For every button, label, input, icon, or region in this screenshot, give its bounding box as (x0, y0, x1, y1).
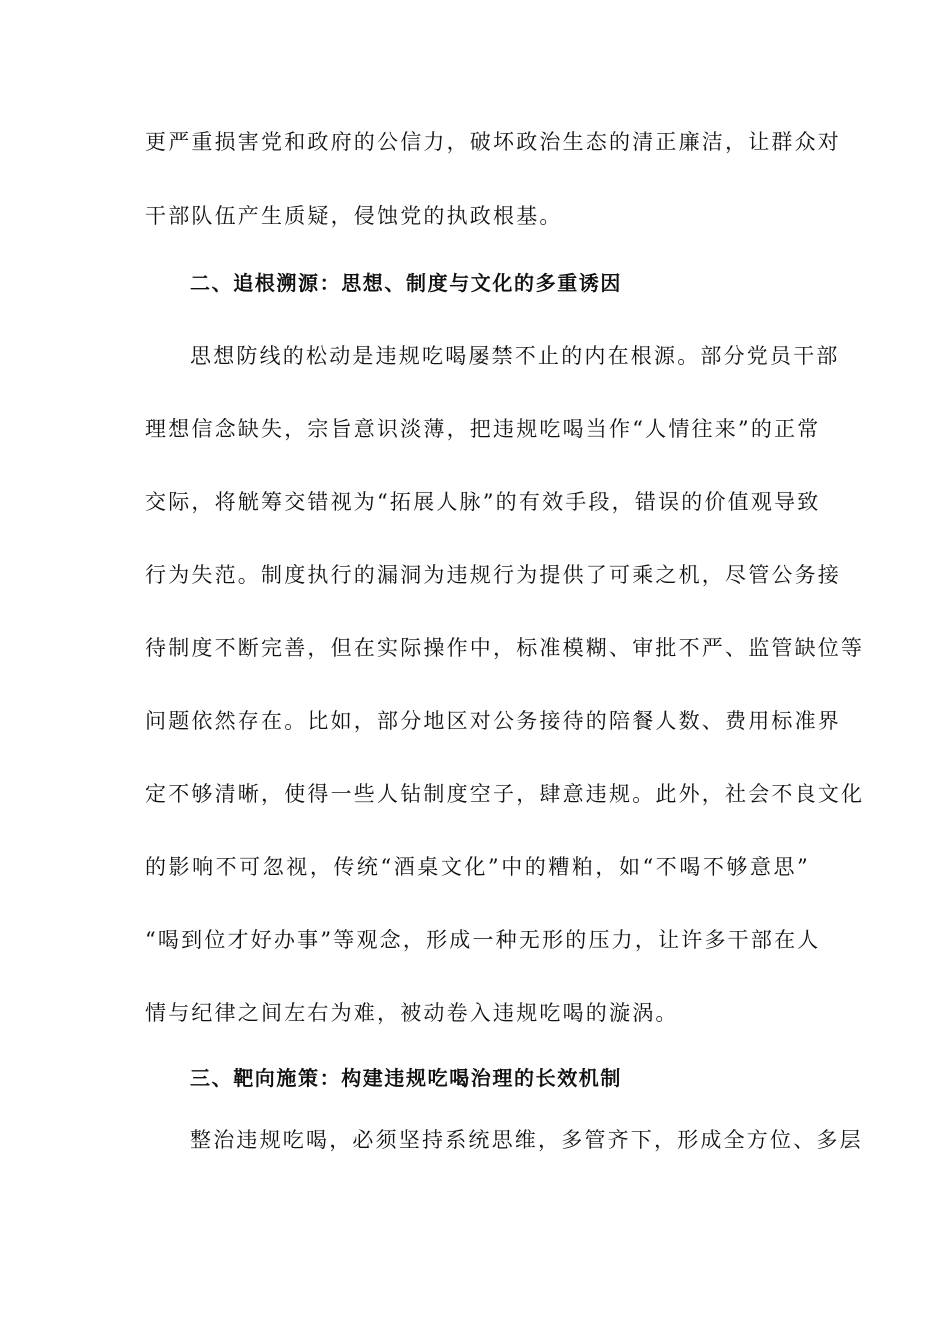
paragraph-line: 定不够清晰，使得一些人钻制度空子，肆意违规。此外，社会不良文化 (145, 782, 865, 806)
paragraph-line: 更严重损害党和政府的公信力，破坏政治生态的清正廉洁，让群众对 (145, 130, 841, 154)
paragraph-line: 思想防线的松动是违规吃喝屡禁不止的内在根源。部分党员干部 (190, 344, 840, 368)
paragraph-line: 干部队伍产生质疑，侵蚀党的执政根基。 (145, 204, 563, 228)
paragraph-line: 交际，将觥筹交错视为“拓展人脉”的有效手段，错误的价值观导致 (145, 490, 821, 514)
paragraph-line: 情与纪律之间左右为难，被动卷入违规吃喝的漩涡。 (145, 1001, 679, 1025)
paragraph-line: “喝到位才好办事”等观念，形成一种无形的压力，让许多干部在人 (145, 928, 821, 952)
section-heading-2: 二、追根溯源：思想、制度与文化的多重诱因 (190, 271, 622, 295)
paragraph-line: 的影响不可忽视，传统“酒桌文化”中的糟粕，如“不喝不够意思” (145, 855, 810, 879)
paragraph-line: 问题依然存在。比如，部分地区对公务接待的陪餐人数、费用标准界 (145, 709, 841, 733)
paragraph-line: 行为失范。制度执行的漏洞为违规行为提供了可乘之机，尽管公务接 (145, 563, 841, 587)
paragraph-line: 整治违规吃喝，必须坚持系统思维，多管齐下，形成全方位、多层 (190, 1128, 863, 1152)
section-heading-3: 三、靶向施策：构建违规吃喝治理的长效机制 (190, 1066, 622, 1090)
paragraph-line: 待制度不断完善，但在实际操作中，标准模糊、审批不严、监管缺位等 (145, 636, 865, 660)
paragraph-line: 理想信念缺失，宗旨意识淡薄，把违规吃喝当作“人情往来”的正常 (145, 417, 821, 441)
